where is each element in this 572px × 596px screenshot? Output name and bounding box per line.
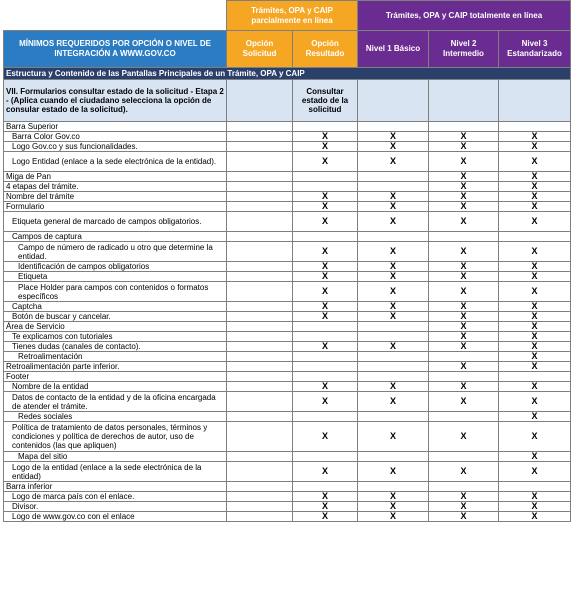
check-mark: X xyxy=(429,332,499,342)
row-label: Tienes dudas (canales de contacto). xyxy=(4,342,227,352)
empty-cell xyxy=(358,172,429,182)
check-mark: X xyxy=(358,502,429,512)
check-mark: X xyxy=(499,212,571,232)
check-mark: X xyxy=(293,342,358,352)
empty-cell xyxy=(358,332,429,342)
check-mark: X xyxy=(293,132,358,142)
check-mark: X xyxy=(358,282,429,302)
table-row xyxy=(4,362,571,372)
check-mark: X xyxy=(499,462,571,482)
table-row xyxy=(4,392,571,412)
empty-cell xyxy=(358,122,429,132)
check-mark: X xyxy=(499,272,571,282)
check-mark: X xyxy=(499,502,571,512)
check-mark: X xyxy=(429,202,499,212)
empty-cell xyxy=(227,382,293,392)
empty-cell xyxy=(358,362,429,372)
empty-cell xyxy=(429,122,499,132)
check-mark: X xyxy=(358,242,429,262)
check-mark: X xyxy=(293,262,358,272)
empty-cell xyxy=(227,212,293,232)
check-mark: X xyxy=(293,282,358,302)
check-mark: X xyxy=(499,512,571,522)
empty-cell xyxy=(227,482,293,492)
row-label: Barra Superior xyxy=(4,122,227,132)
empty-cell xyxy=(227,412,293,422)
check-mark: X xyxy=(293,462,358,482)
row-label: Campos de captura xyxy=(4,232,227,242)
check-mark: X xyxy=(499,382,571,392)
row-label: Logo de www.gov.co con el enlace xyxy=(4,512,227,522)
check-mark: X xyxy=(293,492,358,502)
empty-cell xyxy=(429,232,499,242)
table-row xyxy=(4,452,571,462)
table-row xyxy=(4,382,571,392)
row-label: Política de tratamiento de datos personales, términos y condiciones y política de derechos de autor, uso de contenidos (las que apliquen) xyxy=(4,422,227,452)
row-label: Retroalimentación parte inferior. xyxy=(4,362,227,372)
row-label: Miga de Pan xyxy=(4,172,227,182)
row-label: Logo de la entidad (enlace a la sede electrónica de la entidad) xyxy=(4,462,227,482)
table-row xyxy=(4,462,571,482)
check-mark: X xyxy=(429,152,499,172)
table-row xyxy=(4,482,571,492)
table-row xyxy=(4,272,571,282)
empty-cell xyxy=(293,332,358,342)
empty-cell xyxy=(227,142,293,152)
subsection-row xyxy=(4,80,571,122)
empty-cell xyxy=(429,372,499,382)
check-mark: X xyxy=(358,132,429,142)
header-group-total: Trámites, OPA y CAIP totalmente en línea xyxy=(358,1,571,31)
section-title-row xyxy=(4,68,571,80)
row-label: Identificación de campos obligatorios xyxy=(4,262,227,272)
table-row xyxy=(4,132,571,142)
check-mark: X xyxy=(358,462,429,482)
check-mark: X xyxy=(429,382,499,392)
check-mark: X xyxy=(358,192,429,202)
check-mark: X xyxy=(358,302,429,312)
empty-cell xyxy=(227,502,293,512)
check-mark: X xyxy=(293,312,358,322)
check-mark: X xyxy=(429,502,499,512)
check-mark: X xyxy=(429,242,499,262)
row-label: Etiqueta general de marcado de campos obligatorios. xyxy=(4,212,227,232)
check-mark: X xyxy=(293,142,358,152)
table-row xyxy=(4,332,571,342)
table-row xyxy=(4,242,571,262)
check-mark: X xyxy=(293,422,358,452)
empty-cell xyxy=(227,182,293,192)
row-label: Botón de buscar y cancelar. xyxy=(4,312,227,322)
empty-cell xyxy=(358,322,429,332)
check-mark: X xyxy=(358,202,429,212)
check-mark: X xyxy=(358,392,429,412)
check-mark: X xyxy=(358,262,429,272)
empty-cell xyxy=(227,242,293,262)
check-mark: X xyxy=(429,512,499,522)
table-row xyxy=(4,212,571,232)
row-label: Te explicamos con tutoriales xyxy=(4,332,227,342)
header-blank-cell xyxy=(4,1,227,31)
check-mark: X xyxy=(429,392,499,412)
header-nivel-3: Nivel 3 Estandarizado xyxy=(499,31,571,68)
table-row xyxy=(4,492,571,502)
check-mark: X xyxy=(499,262,571,272)
subsection-column-label: Consultar estado de la solicitud xyxy=(293,80,358,122)
check-mark: X xyxy=(499,172,571,182)
row-label: Mapa del sitio xyxy=(4,452,227,462)
empty-cell xyxy=(429,412,499,422)
check-mark: X xyxy=(499,312,571,322)
empty-cell xyxy=(227,352,293,362)
table-row xyxy=(4,352,571,362)
empty-cell xyxy=(293,362,358,372)
empty-cell xyxy=(358,482,429,492)
check-mark: X xyxy=(358,512,429,522)
empty-cell xyxy=(227,272,293,282)
empty-cell xyxy=(293,182,358,192)
check-mark: X xyxy=(429,322,499,332)
empty-cell xyxy=(227,332,293,342)
check-mark: X xyxy=(293,192,358,202)
empty-cell xyxy=(358,452,429,462)
empty-cell xyxy=(227,152,293,172)
empty-cell xyxy=(429,452,499,462)
check-mark: X xyxy=(429,262,499,272)
row-label: Nombre del trámite xyxy=(4,192,227,202)
check-mark: X xyxy=(499,152,571,172)
check-mark: X xyxy=(293,512,358,522)
table-row xyxy=(4,312,571,322)
check-mark: X xyxy=(358,142,429,152)
header-group-row xyxy=(4,1,571,31)
empty-cell xyxy=(293,372,358,382)
check-mark: X xyxy=(499,342,571,352)
empty-cell xyxy=(227,132,293,142)
table-row xyxy=(4,232,571,242)
empty-cell xyxy=(293,352,358,362)
row-label: Barra Color Gov.co xyxy=(4,132,227,142)
row-label: Logo Entidad (enlace a la sede electrónica de la entidad). xyxy=(4,152,227,172)
check-mark: X xyxy=(358,422,429,452)
check-mark: X xyxy=(499,452,571,462)
check-mark: X xyxy=(429,212,499,232)
check-mark: X xyxy=(499,332,571,342)
empty-cell xyxy=(499,372,571,382)
empty-cell xyxy=(293,412,358,422)
header-main-label: MÍNIMOS REQUERIDOS POR OPCIÓN O NIVEL DE INTEGRACIÓN A WWW.GOV.CO xyxy=(4,31,227,68)
check-mark: X xyxy=(293,302,358,312)
header-opcion-resultado: Opción Resultado xyxy=(293,31,358,68)
table-row xyxy=(4,122,571,132)
empty-cell xyxy=(293,122,358,132)
row-label: Formulario xyxy=(4,202,227,212)
check-mark: X xyxy=(499,492,571,502)
empty-cell xyxy=(227,262,293,272)
check-mark: X xyxy=(499,182,571,192)
check-mark: X xyxy=(499,412,571,422)
empty-cell xyxy=(227,192,293,202)
table-row xyxy=(4,512,571,522)
row-label: 4 etapas del trámite. xyxy=(4,182,227,192)
check-mark: X xyxy=(293,242,358,262)
empty-cell xyxy=(227,452,293,462)
row-label: Footer xyxy=(4,372,227,382)
check-mark: X xyxy=(429,132,499,142)
row-label: Divisor. xyxy=(4,502,227,512)
row-label: Barra inferior xyxy=(4,482,227,492)
check-mark: X xyxy=(358,382,429,392)
empty-cell xyxy=(358,182,429,192)
header-group-partial: Trámites, OPA y CAIP parcialmente en línea xyxy=(227,1,358,31)
requirements-table xyxy=(3,0,571,522)
empty-cell xyxy=(227,422,293,452)
check-mark: X xyxy=(499,422,571,452)
check-mark: X xyxy=(358,212,429,232)
row-label: Place Holder para campos con contenidos o formatos específicos xyxy=(4,282,227,302)
empty-cell xyxy=(358,352,429,362)
empty-cell xyxy=(358,372,429,382)
header-opcion-solicitud: Opción Solicitud xyxy=(227,31,293,68)
table-row xyxy=(4,142,571,152)
empty-cell xyxy=(499,482,571,492)
empty-cell xyxy=(293,232,358,242)
check-mark: X xyxy=(499,192,571,202)
row-label: Área de Servicio xyxy=(4,322,227,332)
table-row xyxy=(4,282,571,302)
check-mark: X xyxy=(429,362,499,372)
check-mark: X xyxy=(429,272,499,282)
empty-cell xyxy=(227,232,293,242)
row-label: Retroalimentación xyxy=(4,352,227,362)
empty-cell xyxy=(227,122,293,132)
row-label: Etiqueta xyxy=(4,272,227,282)
check-mark: X xyxy=(293,392,358,412)
check-mark: X xyxy=(499,132,571,142)
check-mark: X xyxy=(429,182,499,192)
check-mark: X xyxy=(293,382,358,392)
check-mark: X xyxy=(358,152,429,172)
check-mark: X xyxy=(499,282,571,302)
empty-cell xyxy=(293,172,358,182)
empty-cell xyxy=(227,302,293,312)
table-row xyxy=(4,182,571,192)
table-row xyxy=(4,262,571,272)
row-label: Nombre de la entidad xyxy=(4,382,227,392)
row-label: Logo Gov.co y sus funcionalidades. xyxy=(4,142,227,152)
empty-cell xyxy=(499,122,571,132)
empty-cell xyxy=(227,512,293,522)
empty-cell xyxy=(429,352,499,362)
table-row xyxy=(4,302,571,312)
empty-cell xyxy=(429,482,499,492)
check-mark: X xyxy=(429,282,499,302)
empty-cell xyxy=(227,282,293,302)
check-mark: X xyxy=(358,342,429,352)
check-mark: X xyxy=(429,142,499,152)
header-nivel-1: Nivel 1 Básico xyxy=(358,31,429,68)
table-row xyxy=(4,412,571,422)
check-mark: X xyxy=(499,142,571,152)
empty-cell xyxy=(358,412,429,422)
empty-cell xyxy=(227,372,293,382)
empty-cell xyxy=(499,232,571,242)
table-row xyxy=(4,152,571,172)
check-mark: X xyxy=(499,322,571,332)
table-row xyxy=(4,372,571,382)
check-mark: X xyxy=(499,242,571,262)
header-nivel-2: Nivel 2 Intermedio xyxy=(429,31,499,68)
check-mark: X xyxy=(429,462,499,482)
check-mark: X xyxy=(358,312,429,322)
check-mark: X xyxy=(429,492,499,502)
row-label: Captcha xyxy=(4,302,227,312)
check-mark: X xyxy=(358,492,429,502)
row-label: Datos de contacto de la entidad y de la oficina encargada de atender el trámite. xyxy=(4,392,227,412)
empty-cell xyxy=(293,322,358,332)
table-row xyxy=(4,342,571,352)
table-row xyxy=(4,422,571,452)
check-mark: X xyxy=(429,172,499,182)
row-label: Logo de marca país con el enlace. xyxy=(4,492,227,502)
check-mark: X xyxy=(499,392,571,412)
subsection-empty-cell xyxy=(358,80,429,122)
check-mark: X xyxy=(499,302,571,312)
empty-cell xyxy=(227,462,293,482)
check-mark: X xyxy=(293,152,358,172)
table-row xyxy=(4,322,571,332)
empty-cell xyxy=(293,452,358,462)
empty-cell xyxy=(227,322,293,332)
check-mark: X xyxy=(358,272,429,282)
requirements-sheet xyxy=(3,0,570,522)
subsection-empty-cell xyxy=(499,80,571,122)
check-mark: X xyxy=(293,502,358,512)
empty-cell xyxy=(293,482,358,492)
requirements-body xyxy=(4,68,571,522)
table-row xyxy=(4,172,571,182)
table-row xyxy=(4,192,571,202)
header-column-row xyxy=(4,31,571,68)
empty-cell xyxy=(227,312,293,322)
check-mark: X xyxy=(293,272,358,282)
subsection-empty-cell xyxy=(227,80,293,122)
empty-cell xyxy=(227,362,293,372)
row-label: Redes sociales xyxy=(4,412,227,422)
subsection-empty-cell xyxy=(429,80,499,122)
check-mark: X xyxy=(293,202,358,212)
check-mark: X xyxy=(499,362,571,372)
empty-cell xyxy=(227,392,293,412)
empty-cell xyxy=(358,232,429,242)
check-mark: X xyxy=(499,352,571,362)
section-title: Estructura y Contenido de las Pantallas Principales de un Trámite, OPA y CAIP xyxy=(4,68,571,80)
empty-cell xyxy=(227,202,293,212)
check-mark: X xyxy=(293,212,358,232)
check-mark: X xyxy=(499,202,571,212)
check-mark: X xyxy=(429,312,499,322)
empty-cell xyxy=(227,172,293,182)
empty-cell xyxy=(227,492,293,502)
table-row xyxy=(4,202,571,212)
table-row xyxy=(4,502,571,512)
check-mark: X xyxy=(429,302,499,312)
check-mark: X xyxy=(429,422,499,452)
subsection-title: VII. Formularios consultar estado de la solicitud - Etapa 2 - (Aplica cuando el ciudadano selecciona la opción de consular estado de la solicitud). xyxy=(4,80,227,122)
check-mark: X xyxy=(429,192,499,202)
check-mark: X xyxy=(429,342,499,352)
row-label: Campo de número de radicado u otro que determine la entidad. xyxy=(4,242,227,262)
empty-cell xyxy=(227,342,293,352)
